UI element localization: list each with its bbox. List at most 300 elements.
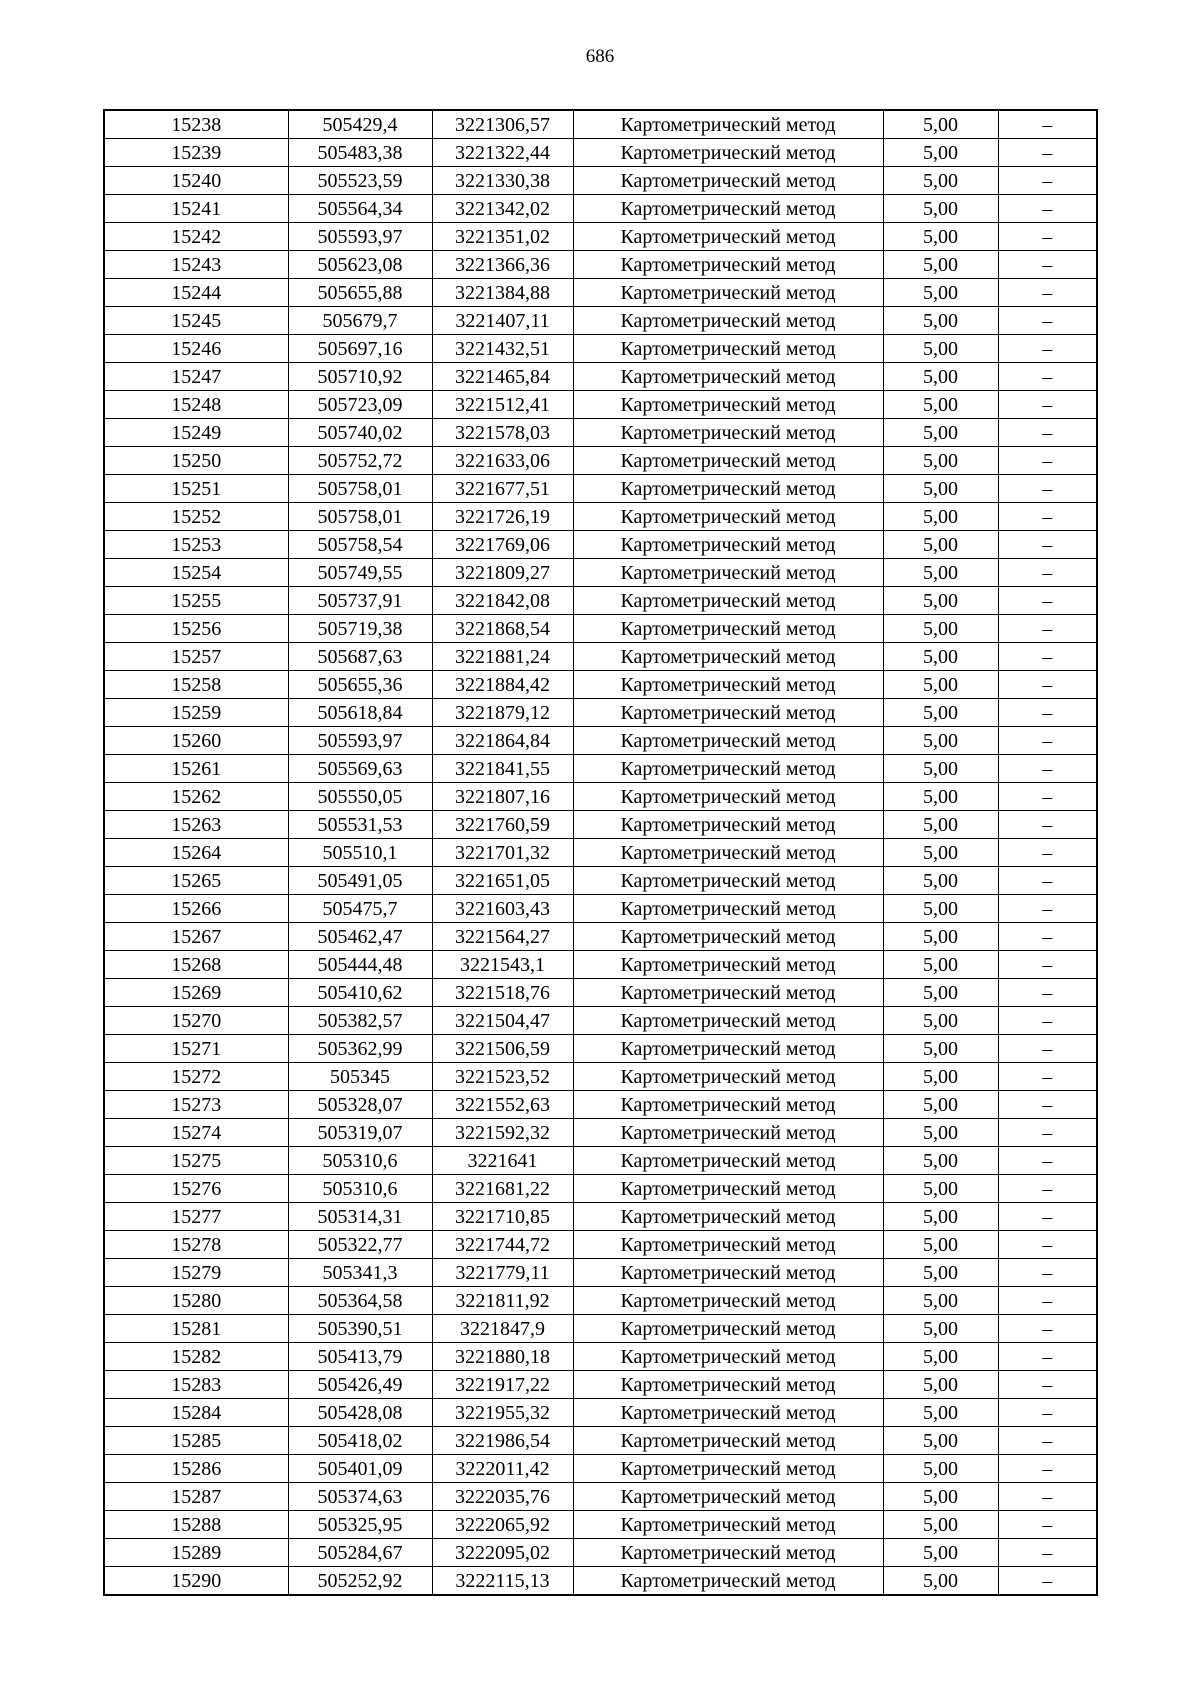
point-number-cell: 15285 [104, 1427, 288, 1455]
note-cell: – [998, 1231, 1097, 1259]
point-number-cell: 15271 [104, 1035, 288, 1063]
point-number-cell: 15248 [104, 391, 288, 419]
coordinates-table [103, 109, 1098, 1596]
note-cell: – [998, 139, 1097, 167]
accuracy-cell: 5,00 [883, 643, 998, 671]
point-number-cell: 15280 [104, 1287, 288, 1315]
method-cell: Картометрический метод [573, 363, 883, 391]
point-number-cell: 15246 [104, 335, 288, 363]
y-coordinate-cell: 3221917,22 [432, 1371, 573, 1399]
accuracy-cell: 5,00 [883, 979, 998, 1007]
x-coordinate-cell: 505310,6 [288, 1175, 432, 1203]
table-row [104, 727, 1097, 755]
note-cell: – [998, 419, 1097, 447]
table-row [104, 1483, 1097, 1511]
note-cell: – [998, 1175, 1097, 1203]
method-cell: Картометрический метод [573, 979, 883, 1007]
point-number-cell: 15275 [104, 1147, 288, 1175]
y-coordinate-cell: 3221407,11 [432, 307, 573, 335]
table-row [104, 1175, 1097, 1203]
table-row [104, 1427, 1097, 1455]
accuracy-cell: 5,00 [883, 1511, 998, 1539]
method-cell: Картометрический метод [573, 335, 883, 363]
x-coordinate-cell: 505569,63 [288, 755, 432, 783]
x-coordinate-cell: 505444,48 [288, 951, 432, 979]
table-row [104, 223, 1097, 251]
method-cell: Картометрический метод [573, 951, 883, 979]
accuracy-cell: 5,00 [883, 391, 998, 419]
accuracy-cell: 5,00 [883, 419, 998, 447]
method-cell: Картометрический метод [573, 195, 883, 223]
method-cell: Картометрический метод [573, 839, 883, 867]
y-coordinate-cell: 3221955,32 [432, 1399, 573, 1427]
note-cell: – [998, 699, 1097, 727]
method-cell: Картометрический метод [573, 1091, 883, 1119]
accuracy-cell: 5,00 [883, 307, 998, 335]
x-coordinate-cell: 505390,51 [288, 1315, 432, 1343]
y-coordinate-cell: 3221330,38 [432, 167, 573, 195]
accuracy-cell: 5,00 [883, 867, 998, 895]
x-coordinate-cell: 505418,02 [288, 1427, 432, 1455]
x-coordinate-cell: 505697,16 [288, 335, 432, 363]
method-cell: Картометрический метод [573, 1147, 883, 1175]
x-coordinate-cell: 505491,05 [288, 867, 432, 895]
table-row [104, 1511, 1097, 1539]
y-coordinate-cell: 3221603,43 [432, 895, 573, 923]
note-cell: – [998, 783, 1097, 811]
table-row [104, 363, 1097, 391]
table-row [104, 1371, 1097, 1399]
y-coordinate-cell: 3222115,13 [432, 1567, 573, 1596]
table-row [104, 979, 1097, 1007]
accuracy-cell: 5,00 [883, 1063, 998, 1091]
accuracy-cell: 5,00 [883, 110, 998, 139]
accuracy-cell: 5,00 [883, 587, 998, 615]
table-row [104, 139, 1097, 167]
table-row [104, 867, 1097, 895]
note-cell: – [998, 1259, 1097, 1287]
accuracy-cell: 5,00 [883, 1427, 998, 1455]
accuracy-cell: 5,00 [883, 951, 998, 979]
table-row [104, 391, 1097, 419]
note-cell: – [998, 615, 1097, 643]
x-coordinate-cell: 505723,09 [288, 391, 432, 419]
table-row [104, 1119, 1097, 1147]
accuracy-cell: 5,00 [883, 1147, 998, 1175]
x-coordinate-cell: 505593,97 [288, 727, 432, 755]
point-number-cell: 15252 [104, 503, 288, 531]
table-row [104, 951, 1097, 979]
method-cell: Картометрический метод [573, 671, 883, 699]
x-coordinate-cell: 505752,72 [288, 447, 432, 475]
point-number-cell: 15247 [104, 363, 288, 391]
method-cell: Картометрический метод [573, 1371, 883, 1399]
method-cell: Картометрический метод [573, 1343, 883, 1371]
table-row [104, 1231, 1097, 1259]
x-coordinate-cell: 505475,7 [288, 895, 432, 923]
note-cell: – [998, 251, 1097, 279]
table-row [104, 447, 1097, 475]
table-row [104, 475, 1097, 503]
accuracy-cell: 5,00 [883, 503, 998, 531]
note-cell: – [998, 279, 1097, 307]
y-coordinate-cell: 3221322,44 [432, 139, 573, 167]
x-coordinate-cell: 505758,01 [288, 503, 432, 531]
note-cell: – [998, 755, 1097, 783]
note-cell: – [998, 1147, 1097, 1175]
note-cell: – [998, 671, 1097, 699]
table-row [104, 1035, 1097, 1063]
point-number-cell: 15238 [104, 110, 288, 139]
x-coordinate-cell: 505382,57 [288, 1007, 432, 1035]
method-cell: Картометрический метод [573, 391, 883, 419]
method-cell: Картометрический метод [573, 811, 883, 839]
page-number: 686 [585, 46, 615, 67]
x-coordinate-cell: 505719,38 [288, 615, 432, 643]
note-cell: – [998, 839, 1097, 867]
note-cell: – [998, 391, 1097, 419]
accuracy-cell: 5,00 [883, 1567, 998, 1596]
accuracy-cell: 5,00 [883, 1483, 998, 1511]
note-cell: – [998, 1007, 1097, 1035]
point-number-cell: 15263 [104, 811, 288, 839]
point-number-cell: 15256 [104, 615, 288, 643]
x-coordinate-cell: 505328,07 [288, 1091, 432, 1119]
y-coordinate-cell: 3221641 [432, 1147, 573, 1175]
table-row [104, 307, 1097, 335]
x-coordinate-cell: 505428,08 [288, 1399, 432, 1427]
y-coordinate-cell: 3221986,54 [432, 1427, 573, 1455]
y-coordinate-cell: 3222035,76 [432, 1483, 573, 1511]
table-row [104, 419, 1097, 447]
point-number-cell: 15286 [104, 1455, 288, 1483]
point-number-cell: 15265 [104, 867, 288, 895]
y-coordinate-cell: 3221726,19 [432, 503, 573, 531]
table-row [104, 895, 1097, 923]
y-coordinate-cell: 3221841,55 [432, 755, 573, 783]
accuracy-cell: 5,00 [883, 699, 998, 727]
accuracy-cell: 5,00 [883, 223, 998, 251]
x-coordinate-cell: 505740,02 [288, 419, 432, 447]
x-coordinate-cell: 505322,77 [288, 1231, 432, 1259]
y-coordinate-cell: 3221879,12 [432, 699, 573, 727]
x-coordinate-cell: 505426,49 [288, 1371, 432, 1399]
y-coordinate-cell: 3221809,27 [432, 559, 573, 587]
accuracy-cell: 5,00 [883, 363, 998, 391]
method-cell: Картометрический метод [573, 419, 883, 447]
table-row [104, 1455, 1097, 1483]
method-cell: Картометрический метод [573, 587, 883, 615]
method-cell: Картометрический метод [573, 699, 883, 727]
method-cell: Картометрический метод [573, 1511, 883, 1539]
x-coordinate-cell: 505284,67 [288, 1539, 432, 1567]
method-cell: Картометрический метод [573, 1539, 883, 1567]
note-cell: – [998, 1539, 1097, 1567]
point-number-cell: 15274 [104, 1119, 288, 1147]
accuracy-cell: 5,00 [883, 279, 998, 307]
note-cell: – [998, 895, 1097, 923]
y-coordinate-cell: 3221504,47 [432, 1007, 573, 1035]
method-cell: Картометрический метод [573, 755, 883, 783]
table-row [104, 559, 1097, 587]
x-coordinate-cell: 505429,4 [288, 110, 432, 139]
accuracy-cell: 5,00 [883, 895, 998, 923]
note-cell: – [998, 923, 1097, 951]
table-row [104, 615, 1097, 643]
table-row [104, 643, 1097, 671]
table-row [104, 1399, 1097, 1427]
method-cell: Картометрический метод [573, 110, 883, 139]
point-number-cell: 15268 [104, 951, 288, 979]
table-row [104, 671, 1097, 699]
note-cell: – [998, 559, 1097, 587]
table-row [104, 251, 1097, 279]
y-coordinate-cell: 3221465,84 [432, 363, 573, 391]
note-cell: – [998, 475, 1097, 503]
note-cell: – [998, 1483, 1097, 1511]
method-cell: Картометрический метод [573, 1455, 883, 1483]
accuracy-cell: 5,00 [883, 1259, 998, 1287]
method-cell: Картометрический метод [573, 1287, 883, 1315]
method-cell: Картометрический метод [573, 727, 883, 755]
y-coordinate-cell: 3221552,63 [432, 1091, 573, 1119]
x-coordinate-cell: 505345 [288, 1063, 432, 1091]
note-cell: – [998, 1399, 1097, 1427]
x-coordinate-cell: 505462,47 [288, 923, 432, 951]
method-cell: Картометрический метод [573, 559, 883, 587]
method-cell: Картометрический метод [573, 1259, 883, 1287]
note-cell: – [998, 1567, 1097, 1596]
accuracy-cell: 5,00 [883, 1399, 998, 1427]
table-row [104, 811, 1097, 839]
y-coordinate-cell: 3221864,84 [432, 727, 573, 755]
note-cell: – [998, 503, 1097, 531]
point-number-cell: 15281 [104, 1315, 288, 1343]
point-number-cell: 15261 [104, 755, 288, 783]
x-coordinate-cell: 505655,36 [288, 671, 432, 699]
point-number-cell: 15289 [104, 1539, 288, 1567]
point-number-cell: 15257 [104, 643, 288, 671]
accuracy-cell: 5,00 [883, 1455, 998, 1483]
y-coordinate-cell: 3221543,1 [432, 951, 573, 979]
point-number-cell: 15249 [104, 419, 288, 447]
note-cell: – [998, 1511, 1097, 1539]
accuracy-cell: 5,00 [883, 531, 998, 559]
note-cell: – [998, 1371, 1097, 1399]
accuracy-cell: 5,00 [883, 1231, 998, 1259]
accuracy-cell: 5,00 [883, 447, 998, 475]
method-cell: Картометрический метод [573, 1035, 883, 1063]
accuracy-cell: 5,00 [883, 671, 998, 699]
table-row [104, 1203, 1097, 1231]
point-number-cell: 15283 [104, 1371, 288, 1399]
note-cell: – [998, 979, 1097, 1007]
accuracy-cell: 5,00 [883, 1175, 998, 1203]
x-coordinate-cell: 505319,07 [288, 1119, 432, 1147]
x-coordinate-cell: 505710,92 [288, 363, 432, 391]
point-number-cell: 15290 [104, 1567, 288, 1596]
method-cell: Картометрический метод [573, 223, 883, 251]
table-row [104, 699, 1097, 727]
method-cell: Картометрический метод [573, 1203, 883, 1231]
table-row [104, 279, 1097, 307]
y-coordinate-cell: 3221592,32 [432, 1119, 573, 1147]
accuracy-cell: 5,00 [883, 139, 998, 167]
note-cell: – [998, 951, 1097, 979]
y-coordinate-cell: 3221564,27 [432, 923, 573, 951]
method-cell: Картометрический метод [573, 139, 883, 167]
y-coordinate-cell: 3221881,24 [432, 643, 573, 671]
note-cell: – [998, 195, 1097, 223]
x-coordinate-cell: 505252,92 [288, 1567, 432, 1596]
y-coordinate-cell: 3221681,22 [432, 1175, 573, 1203]
x-coordinate-cell: 505374,63 [288, 1483, 432, 1511]
x-coordinate-cell: 505413,79 [288, 1343, 432, 1371]
y-coordinate-cell: 3221432,51 [432, 335, 573, 363]
method-cell: Картометрический метод [573, 531, 883, 559]
point-number-cell: 15266 [104, 895, 288, 923]
accuracy-cell: 5,00 [883, 335, 998, 363]
method-cell: Картометрический метод [573, 1427, 883, 1455]
accuracy-cell: 5,00 [883, 727, 998, 755]
note-cell: – [998, 587, 1097, 615]
method-cell: Картометрический метод [573, 279, 883, 307]
note-cell: – [998, 1063, 1097, 1091]
accuracy-cell: 5,00 [883, 1091, 998, 1119]
point-number-cell: 15288 [104, 1511, 288, 1539]
table-row [104, 1007, 1097, 1035]
method-cell: Картометрический метод [573, 167, 883, 195]
x-coordinate-cell: 505758,54 [288, 531, 432, 559]
point-number-cell: 15253 [104, 531, 288, 559]
accuracy-cell: 5,00 [883, 755, 998, 783]
point-number-cell: 15264 [104, 839, 288, 867]
table-row [104, 755, 1097, 783]
x-coordinate-cell: 505623,08 [288, 251, 432, 279]
y-coordinate-cell: 3221578,03 [432, 419, 573, 447]
note-cell: – [998, 1203, 1097, 1231]
point-number-cell: 15282 [104, 1343, 288, 1371]
x-coordinate-cell: 505410,62 [288, 979, 432, 1007]
point-number-cell: 15244 [104, 279, 288, 307]
note-cell: – [998, 1455, 1097, 1483]
x-coordinate-cell: 505618,84 [288, 699, 432, 727]
method-cell: Картометрический метод [573, 1483, 883, 1511]
table-row [104, 783, 1097, 811]
y-coordinate-cell: 3221518,76 [432, 979, 573, 1007]
method-cell: Картометрический метод [573, 643, 883, 671]
x-coordinate-cell: 505314,31 [288, 1203, 432, 1231]
table-row [104, 1091, 1097, 1119]
note-cell: – [998, 307, 1097, 335]
y-coordinate-cell: 3221306,57 [432, 110, 573, 139]
point-number-cell: 15245 [104, 307, 288, 335]
y-coordinate-cell: 3221842,08 [432, 587, 573, 615]
note-cell: – [998, 335, 1097, 363]
point-number-cell: 15276 [104, 1175, 288, 1203]
x-coordinate-cell: 505593,97 [288, 223, 432, 251]
point-number-cell: 15240 [104, 167, 288, 195]
x-coordinate-cell: 505564,34 [288, 195, 432, 223]
y-coordinate-cell: 3221351,02 [432, 223, 573, 251]
point-number-cell: 15239 [104, 139, 288, 167]
note-cell: – [998, 811, 1097, 839]
y-coordinate-cell: 3221744,72 [432, 1231, 573, 1259]
y-coordinate-cell: 3221710,85 [432, 1203, 573, 1231]
accuracy-cell: 5,00 [883, 475, 998, 503]
accuracy-cell: 5,00 [883, 1343, 998, 1371]
table-row [104, 1567, 1097, 1596]
table-body [104, 110, 1097, 1595]
x-coordinate-cell: 505531,53 [288, 811, 432, 839]
y-coordinate-cell: 3222095,02 [432, 1539, 573, 1567]
table-row [104, 335, 1097, 363]
note-cell: – [998, 1343, 1097, 1371]
y-coordinate-cell: 3221506,59 [432, 1035, 573, 1063]
method-cell: Картометрический метод [573, 447, 883, 475]
accuracy-cell: 5,00 [883, 251, 998, 279]
method-cell: Картометрический метод [573, 1231, 883, 1259]
accuracy-cell: 5,00 [883, 1203, 998, 1231]
point-number-cell: 15278 [104, 1231, 288, 1259]
note-cell: – [998, 167, 1097, 195]
note-cell: – [998, 1091, 1097, 1119]
table-row [104, 531, 1097, 559]
accuracy-cell: 5,00 [883, 1119, 998, 1147]
note-cell: – [998, 363, 1097, 391]
method-cell: Картометрический метод [573, 1315, 883, 1343]
table-row [104, 1287, 1097, 1315]
x-coordinate-cell: 505362,99 [288, 1035, 432, 1063]
note-cell: – [998, 1427, 1097, 1455]
table-row [104, 1147, 1097, 1175]
table-row [104, 1343, 1097, 1371]
note-cell: – [998, 1035, 1097, 1063]
x-coordinate-cell: 505687,63 [288, 643, 432, 671]
accuracy-cell: 5,00 [883, 1539, 998, 1567]
y-coordinate-cell: 3221633,06 [432, 447, 573, 475]
accuracy-cell: 5,00 [883, 195, 998, 223]
point-number-cell: 15251 [104, 475, 288, 503]
point-number-cell: 15279 [104, 1259, 288, 1287]
accuracy-cell: 5,00 [883, 783, 998, 811]
point-number-cell: 15250 [104, 447, 288, 475]
point-number-cell: 15273 [104, 1091, 288, 1119]
x-coordinate-cell: 505364,58 [288, 1287, 432, 1315]
method-cell: Картометрический метод [573, 615, 883, 643]
accuracy-cell: 5,00 [883, 1035, 998, 1063]
table-row [104, 1315, 1097, 1343]
x-coordinate-cell: 505523,59 [288, 167, 432, 195]
x-coordinate-cell: 505483,38 [288, 139, 432, 167]
x-coordinate-cell: 505679,7 [288, 307, 432, 335]
y-coordinate-cell: 3221366,36 [432, 251, 573, 279]
accuracy-cell: 5,00 [883, 1287, 998, 1315]
point-number-cell: 15255 [104, 587, 288, 615]
method-cell: Картометрический метод [573, 251, 883, 279]
method-cell: Картометрический метод [573, 895, 883, 923]
x-coordinate-cell: 505655,88 [288, 279, 432, 307]
point-number-cell: 15260 [104, 727, 288, 755]
point-number-cell: 15269 [104, 979, 288, 1007]
point-number-cell: 15277 [104, 1203, 288, 1231]
method-cell: Картометрический метод [573, 307, 883, 335]
accuracy-cell: 5,00 [883, 1007, 998, 1035]
y-coordinate-cell: 3221342,02 [432, 195, 573, 223]
point-number-cell: 15241 [104, 195, 288, 223]
point-number-cell: 15272 [104, 1063, 288, 1091]
method-cell: Картометрический метод [573, 1063, 883, 1091]
